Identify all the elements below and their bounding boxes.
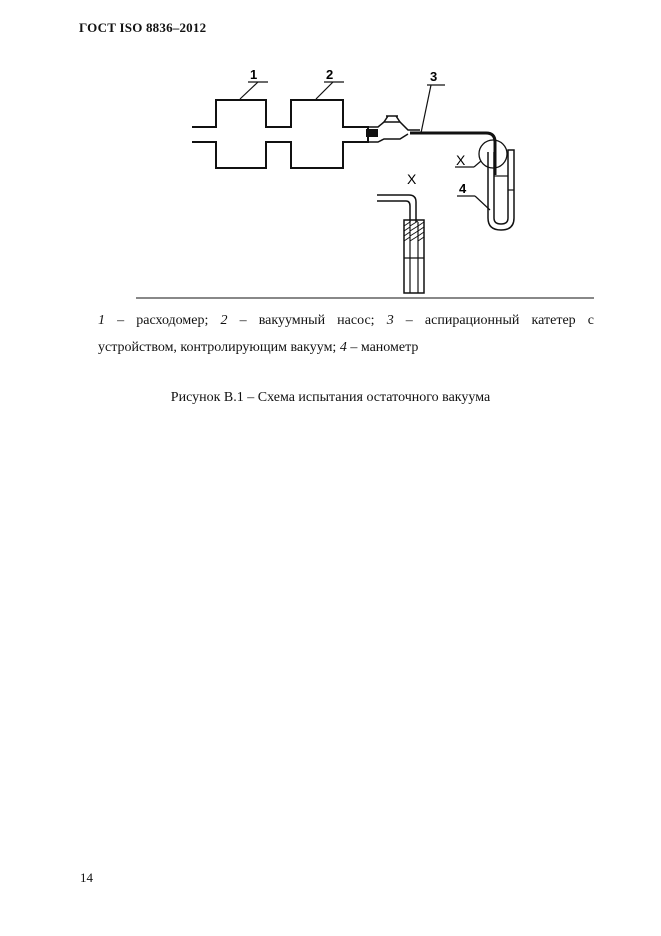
flowmeter-outline (192, 100, 368, 168)
detail-mark-x: X (456, 152, 466, 168)
callout-1: 1 (250, 67, 258, 82)
detail-view-tube (377, 195, 416, 222)
legend-item-4-text: – манометр (346, 340, 419, 355)
callout-2: 2 (326, 67, 334, 82)
valve-top (384, 116, 400, 122)
legend-item-2-number: 2 (220, 313, 228, 328)
legend-item-3-number: 3 (386, 313, 394, 328)
aspiration-catheter (410, 133, 495, 175)
legend-item-2-text: – вакуумный насос; (227, 313, 387, 328)
detail-view-manometer (404, 220, 424, 293)
legend-item-1-text: – расходомер; (105, 313, 221, 328)
figure-caption: Рисунок В.1 – Схема испытания остаточного вакуума (170, 390, 491, 405)
legend-item-3-text: – аспирационный катетер с (393, 313, 594, 328)
figure-legend (98, 307, 594, 361)
detail-view-label: X (407, 171, 417, 187)
legend-item-4-number: 4 (339, 340, 347, 355)
legend-item-1-number: 1 (98, 313, 105, 328)
valve-body (366, 129, 378, 137)
detail-circle (479, 140, 507, 168)
legend-line-2 (98, 334, 594, 361)
legend-item-3-continuation: устройством, контролирующим вакуум; (98, 340, 340, 355)
legend-line-1 (98, 307, 594, 334)
detail-view-hatch (404, 221, 424, 241)
test-setup-diagram (0, 0, 661, 310)
callout-3-leader (421, 85, 431, 133)
callout-3: 3 (430, 69, 438, 84)
callout-2-leader (316, 82, 333, 99)
callout-1-leader (240, 82, 258, 99)
page-number: 14 (80, 870, 93, 885)
callout-4: 4 (459, 181, 467, 196)
detail-x-leader (474, 161, 481, 167)
document-header: ГОСТ ISO 8836–2012 (79, 20, 207, 35)
